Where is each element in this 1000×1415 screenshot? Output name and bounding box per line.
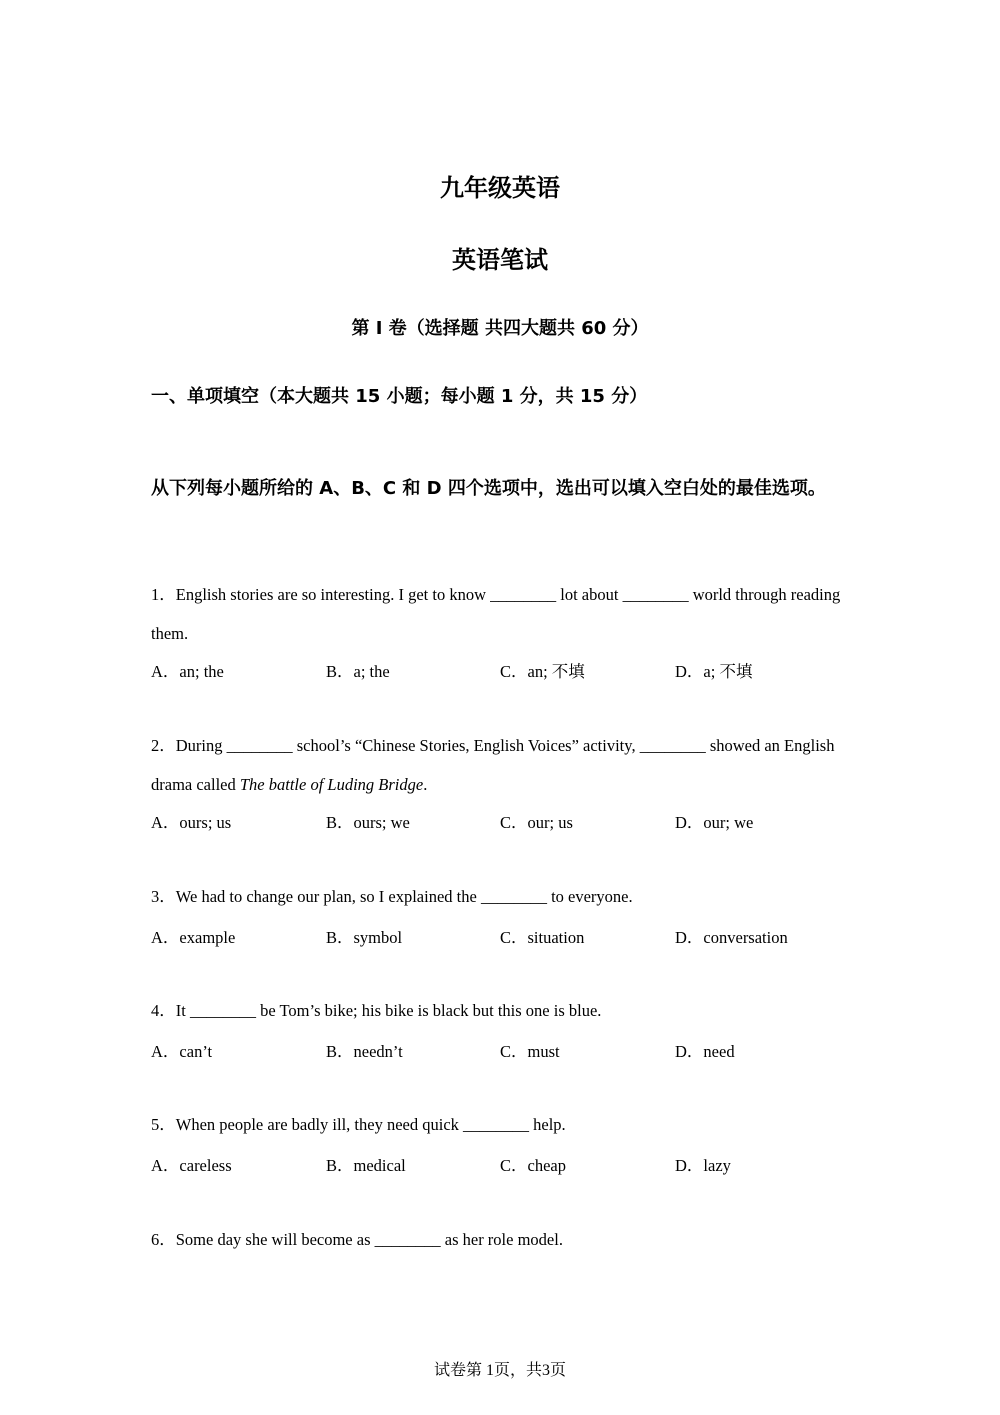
option-c[interactable]: C．situation xyxy=(500,928,585,947)
question-text: 5．When people are badly ill, they need quick ________ help. xyxy=(151,1115,566,1134)
option-d[interactable]: D．need xyxy=(675,1042,735,1061)
question-3-options xyxy=(151,924,851,948)
option-d[interactable]: D．conversation xyxy=(675,928,788,947)
option-a[interactable]: A．careless xyxy=(151,1156,232,1175)
option-d[interactable]: D．lazy xyxy=(675,1156,731,1175)
option-c[interactable]: C．must xyxy=(500,1042,560,1061)
option-a[interactable]: A．example xyxy=(151,928,236,947)
option-a[interactable]: A．ours; us xyxy=(151,813,232,832)
question-4-options xyxy=(151,1038,851,1062)
question-1 xyxy=(151,575,841,653)
question-3 xyxy=(151,877,841,916)
option-c[interactable]: C．our; us xyxy=(500,813,573,832)
option-b[interactable]: B．ours; we xyxy=(326,813,410,832)
question-2 xyxy=(151,726,841,804)
question-1-options xyxy=(151,658,851,682)
exam-subtitle: 英语笔试 xyxy=(452,246,548,274)
option-b[interactable]: B．a; the xyxy=(326,662,390,681)
question-4 xyxy=(151,991,841,1030)
question-text: 6．Some day she will become as ________ as her role model. xyxy=(151,1230,563,1249)
question-5 xyxy=(151,1105,841,1144)
volume-heading: 第 I 卷（选择题 共四大题共 60 分） xyxy=(351,318,649,339)
option-a[interactable]: A．can’t xyxy=(151,1042,213,1061)
question-2-options xyxy=(151,809,851,833)
option-c[interactable]: C．cheap xyxy=(500,1156,566,1175)
option-a[interactable]: A．an; the xyxy=(151,662,224,681)
drama-title: The battle of Luding Bridge xyxy=(239,775,424,794)
option-b[interactable]: B．medical xyxy=(326,1156,406,1175)
question-5-options xyxy=(151,1152,851,1176)
section-heading: 一、单项填空（本大题共 15 小题；每小题 1 分，共 15 分） xyxy=(151,386,648,407)
question-text: 1．English stories are so interesting. I get to know ________ lot about ________ world through reading them. xyxy=(151,585,841,643)
question-text: 2．During ________ school’s “Chinese Stories, English Voices” activity, ________ showed an English drama called xyxy=(151,736,835,794)
question-6 xyxy=(151,1220,841,1259)
page-footer: 试卷第 1页，共3页 xyxy=(433,1362,566,1379)
option-d[interactable]: D．a; 不填 xyxy=(675,662,753,681)
option-c[interactable]: C．an; 不填 xyxy=(500,662,585,681)
question-text-end: . xyxy=(423,775,428,794)
question-text: 3．We had to change our plan, so I explained the ________ to everyone. xyxy=(151,887,633,906)
option-b[interactable]: B．needn’t xyxy=(326,1042,403,1061)
option-b[interactable]: B．symbol xyxy=(326,928,403,947)
section-instruction: 从下列每小题所给的 A、B、C 和 D 四个选项中，选出可以填入空白处的最佳选项。 xyxy=(151,478,826,499)
option-d[interactable]: D．our; we xyxy=(675,813,754,832)
exam-title: 九年级英语 xyxy=(440,174,560,202)
question-text: 4．It ________ be Tom’s bike; his bike is black but this one is blue. xyxy=(151,1001,602,1020)
